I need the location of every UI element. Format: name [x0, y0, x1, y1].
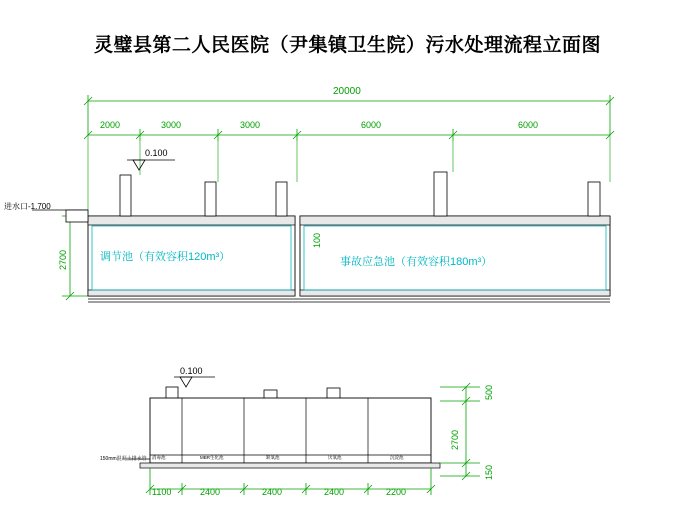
elevation-risers	[120, 172, 600, 216]
dim-wall-100: 100	[312, 232, 322, 248]
tank-label-2: 事故应急池（有效容积180m³）	[340, 256, 493, 268]
chamber-label-3: 缺氧池	[266, 455, 280, 460]
tank-label-1: 调节池（有效容积120m³）	[100, 251, 231, 263]
plan-right-dim-middle: 2700	[450, 429, 460, 450]
dim-segment-5: 6000	[518, 120, 539, 130]
plan-risers	[166, 387, 340, 399]
plan-dim-4: 2400	[324, 487, 345, 497]
dimension-extension-lines	[88, 135, 610, 215]
dim-overall: 20000	[333, 86, 361, 97]
plan-right-dimension	[440, 383, 480, 480]
level-marker-plan	[174, 377, 215, 387]
dim-segment-3: 3000	[240, 120, 261, 130]
plan-dim-3: 2400	[262, 487, 283, 497]
chamber-label-4: 厌氧池	[328, 455, 342, 460]
plan-dim-2: 2400	[200, 487, 221, 497]
dim-height-2700: 2700	[58, 249, 68, 270]
dim-segment-4: 6000	[361, 120, 382, 130]
plan-right-dim-top: 500	[484, 384, 494, 400]
pipe-label: 150mm混凝土排水管	[100, 456, 147, 462]
dim-segment-2: 3000	[161, 120, 182, 130]
chamber-label-2: MBR生化池	[200, 455, 224, 460]
elevation-base-line	[88, 299, 610, 302]
dim-segment-1: 2000	[100, 120, 121, 130]
plan-right-dim-bottom: 150	[484, 464, 494, 480]
level-mark-elevation: 0.100	[145, 148, 168, 158]
inlet-label: 进水口-1.700	[4, 202, 51, 211]
level-mark-plan: 0.100	[180, 366, 203, 376]
chamber-label-5: 沉淀池	[390, 455, 404, 460]
level-marker-elevation	[127, 160, 175, 170]
plan-dim-1: 1100	[152, 487, 172, 497]
segment-dimension-line	[84, 129, 614, 141]
chamber-label-1: 消毒池	[152, 455, 166, 460]
plan-dim-5: 2200	[386, 487, 407, 497]
page-title: 灵璧县第二人民医院（尹集镇卫生院）污水处理流程立面图	[93, 35, 601, 56]
